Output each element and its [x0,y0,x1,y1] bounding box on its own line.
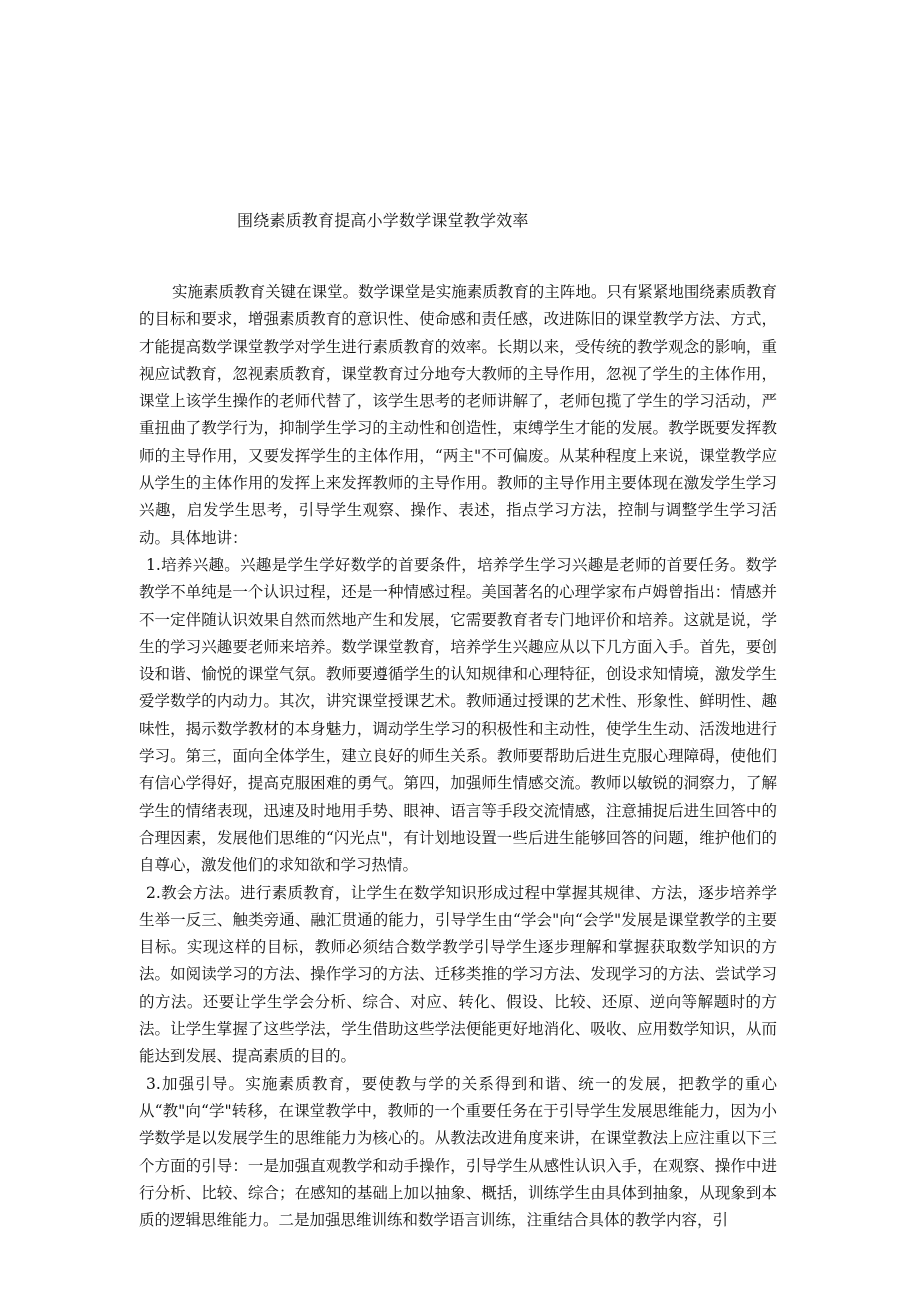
document-title: 围绕素质教育提高小学数学课堂教学效率 [237,211,529,230]
document-body [139,279,777,1234]
paragraph-cultivate-interest: 1.培养兴趣。兴趣是学生学好数学的首要条件，培养学生学习兴趣是老师的首要任务。数学教学不单纯是一个认识过程，还是一种情感过程。美国著名的心理学家布卢姆曾指出：情感并不一定伴随认识效果自然而然地产生和发展，它需要教育者专门地评价和培养。这就是说，学生的学习兴趣要老师来培养。数学课堂教育，培养学生兴趣应从以下几方面入手。首先，要创设和谐、愉悦的课堂气氛。教师要遵循学生的认知规律和心理特征，创设求知情境，激发学生爱学数学的内动力。其次，讲究课堂授课艺术。教师通过授课的艺术性、形象性、鲜明性、趣味性，揭示数学教材的本身魅力，调动学生学习的积极性和主动性，使学生生动、活泼地进行学习。第三，面向全体学生，建立良好的师生关系。教师要帮助后进生克服心理障碍，使他们有信心学得好，提高克服困难的勇气。第四，加强师生情感交流。教师以敏锐的洞察力，了解学生的情绪表现，迅速及时地用手势、眼神、语言等手段交流情感，注意捕捉后进生回答中的合理因素，发展他们思维的“闪光点"，有计划地设置一些后进生能够回答的问题，维护他们的自尊心，激发他们的求知欲和学习热情。 [139,555,777,875]
paragraph-teach-methods: 2.教会方法。进行素质教育，让学生在数学知识形成过程中掌握其规律、方法，逐步培养学生举一反三、触类旁通、融汇贯通的能力，引导学生由“学会"向“会学"发展是课堂教学的主要目标。实现这样的目标，教师必须结合数学教学引导学生逐步理解和掌握获取数学知识的方法。如阅读学习的方法、操作学习的方法、迁移类推的学习方法、发现学习的方法、尝试学习的方法。还要让学生学会分析、综合、对应、转化、假设、比较、还原、逆向等解题时的方法。让学生掌握了这些学法，学生借助这些学法便能更好地消化、吸收、应用数学知识，从而能达到发展、提高素质的目的。 [139,883,777,1066]
paragraph-intro: 实施素质教育关键在课堂。数学课堂是实施素质教育的主阵地。只有紧紧地围绕素质教育的目标和要求，增强素质教育的意识性、使命感和责任感，改进陈旧的课堂教学方法、方式，才能提高数学课堂教学对学生进行素质教育的效率。长期以来，受传统的教学观念的影响，重视应试教育，忽视素质教育，课堂教育过分地夸大教师的主导作用，忽视了学生的主体作用，课堂上该学生操作的老师代替了，该学生思考的老师讲解了，老师包揽了学生的学习活动，严重扭曲了教学行为，抑制学生学习的主动性和创造性，束缚学生才能的发展。教学既要发挥教师的主导作用，又要发挥学生的主体作用，“两主"不可偏废。从某种程度上来说，课堂教学应从学生的主体作用的发挥上来发挥教师的主导作用。教师的主导作用主要体现在激发学生学习兴趣，启发学生思考，引导学生观察、操作、表述，指点学习方法，控制与调整学生学习活动。具体地讲： [139,283,777,547]
paragraph-strengthen-guidance: 3.加强引导。实施素质教育，要使教与学的关系得到和谐、统一的发展，把教学的重心从“教"向“学"转移，在课堂教学中，教师的一个重要任务在于引导学生发展思维能力，因为小学数学是以发展学生的思维能力为核心的。从教法改进角度来讲，在课堂教法上应注重以下三个方面的引导：一是加强直观教学和动手操作，引导学生从感性认识入手，在观察、操作中进行分析、比较、综合；在感知的基础上加以抽象、概括，训练学生由具体到抽象，从现象到本质的逻辑思维能力。二是加强思维训练和数学语言训练，注重结合具体的教学内容，引 [139,1074,777,1230]
